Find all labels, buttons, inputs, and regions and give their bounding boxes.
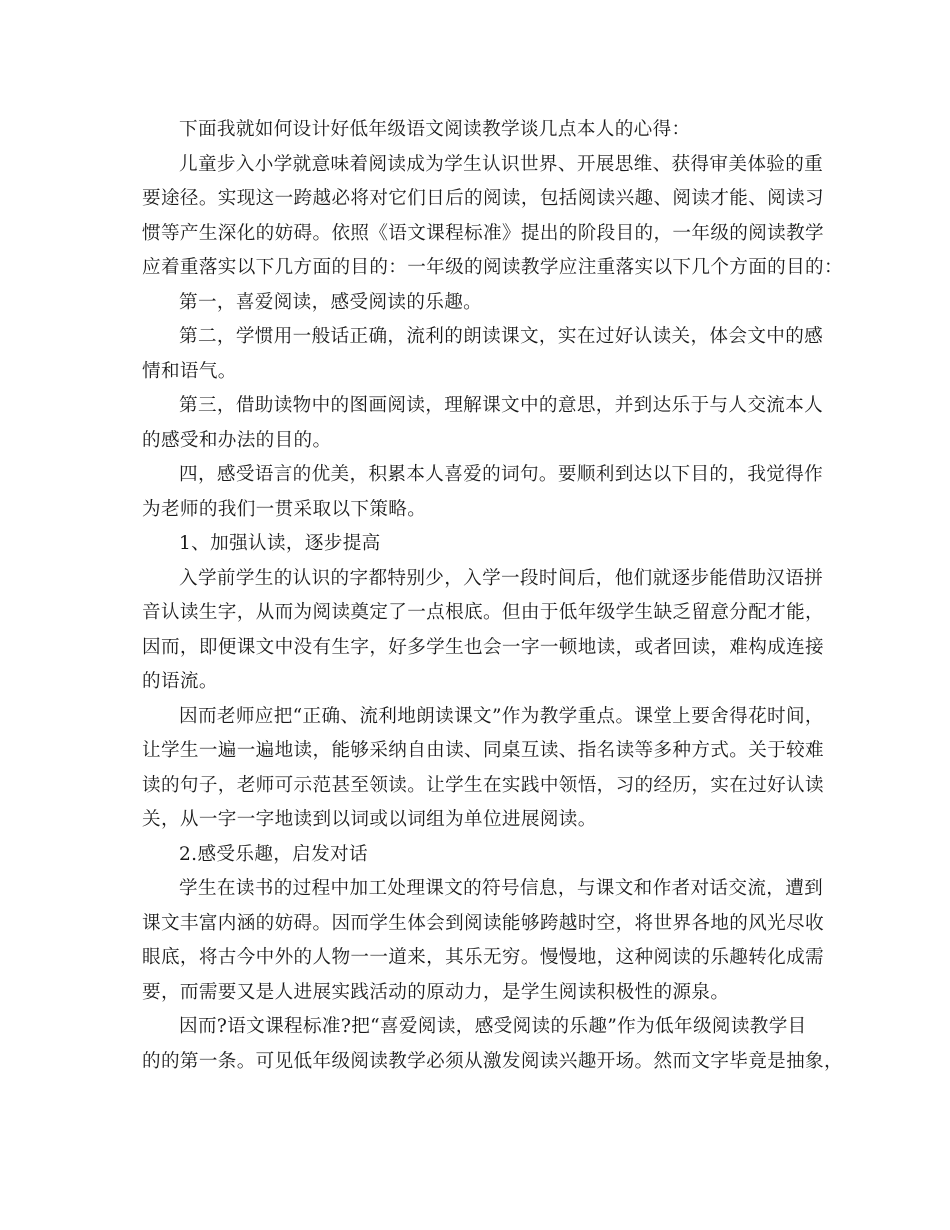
text-line: 因而，即便课文中没有生字，好多学生也会一字一顿地读，或者回读，难构成连接 [142, 636, 824, 658]
text-line: 读的句子，老师可示范甚至领读。让学生在实践中领悟，习的经历，实在过好认读 [142, 774, 824, 796]
text-line: 惯等产生深化的妨碍。依照《语文课程标准》提出的阶段目的，一年级的阅读教学 [142, 222, 824, 244]
paragraph [142, 286, 820, 321]
text-line: 因而老师应把“正确、流利地朗读课文”作为教学重点。课堂上要舍得花时间， [179, 705, 824, 727]
text-line: 要途径。实现这一跨越必将对它们日后的阅读，包括阅读兴趣、阅读才能、阅读习 [142, 188, 824, 209]
text-line: 音认读生字，从而为阅读奠定了一点根底。但由于低年级学生缺乏留意分配才能， [142, 602, 824, 623]
text-line: 四，感受语言的优美，积累本人喜爱的词句。要顺利到达以下目的，我觉得作 [179, 464, 824, 485]
text-line: 应着重落实以下几方面的目的：一年级的阅读教学应注重落实以下几个方面的目的： [142, 257, 843, 278]
text-line: 第一，喜爱阅读，感受阅读的乐趣。 [179, 291, 483, 313]
paragraph [142, 872, 824, 1010]
text-line: 学生在读书的过程中加工处理课文的符号信息，与课文和作者对话交流，遭到 [179, 878, 824, 899]
text-line: 课文丰富内涵的妨碍。因而学生体会到阅读能够跨越时空，将世界各地的风光尽收 [142, 912, 824, 934]
paragraph [142, 1010, 843, 1079]
paragraph [142, 700, 824, 838]
paragraph [142, 389, 824, 458]
text-line: 2.感受乐趣，启发对话 [179, 843, 368, 865]
text-line: 的的第一条。可见低年级阅读教学必须从激发阅读兴趣开场。然而文字毕竟是抽象， [142, 1050, 843, 1072]
text-line: 第二，学惯用一般话正确，流利的朗读课文，实在过好认读关，体会文中的感 [179, 326, 824, 347]
text-line: 为老师的我们一贯采取以下策略。 [142, 498, 427, 520]
paragraph [142, 113, 820, 148]
text-line: 的语流。 [142, 671, 218, 692]
paragraph [142, 527, 820, 562]
text-line: 情和语气。 [142, 360, 237, 382]
paragraph [142, 458, 824, 527]
text-line: 儿童步入小学就意味着阅读成为学生认识世界、开展思维、获得审美体验的重 [179, 153, 824, 175]
document-page [142, 113, 843, 1079]
text-line: 因而?语文课程标准?把“喜爱阅读，感受阅读的乐趣”作为低年级阅读教学目 [179, 1016, 807, 1037]
text-line: 关，从一字一字地读到以词或以词组为单位进展阅读。 [142, 809, 597, 830]
paragraph [142, 320, 824, 389]
text-line: 下面我就如何设计好低年级语文阅读教学谈几点本人的心得： [179, 119, 691, 140]
paragraph [142, 838, 820, 873]
text-line: 眼底，将古今中外的人物一一道来，其乐无穷。慢慢地，这种阅读的乐趣转化成需 [142, 947, 824, 968]
paragraph [142, 148, 843, 286]
text-line: 的感受和办法的目的。 [142, 429, 332, 451]
paragraph [142, 562, 824, 700]
text-line: 让学生一遍一遍地读，能够采纳自由读、同桌互读、指名读等多种方式。关于较难 [142, 740, 824, 761]
text-line: 1、加强认读，逐步提高 [179, 533, 381, 554]
text-line: 要，而需要又是人进展实践活动的原动力，是学生阅读积极性的源泉。 [142, 981, 730, 1003]
text-line: 第三，借助读物中的图画阅读，理解课文中的意思，并到达乐于与人交流本人 [179, 395, 824, 416]
text-line: 入学前学生的认识的字都特别少，入学一段时间后，他们就逐步能借助汉语拼 [179, 567, 824, 589]
